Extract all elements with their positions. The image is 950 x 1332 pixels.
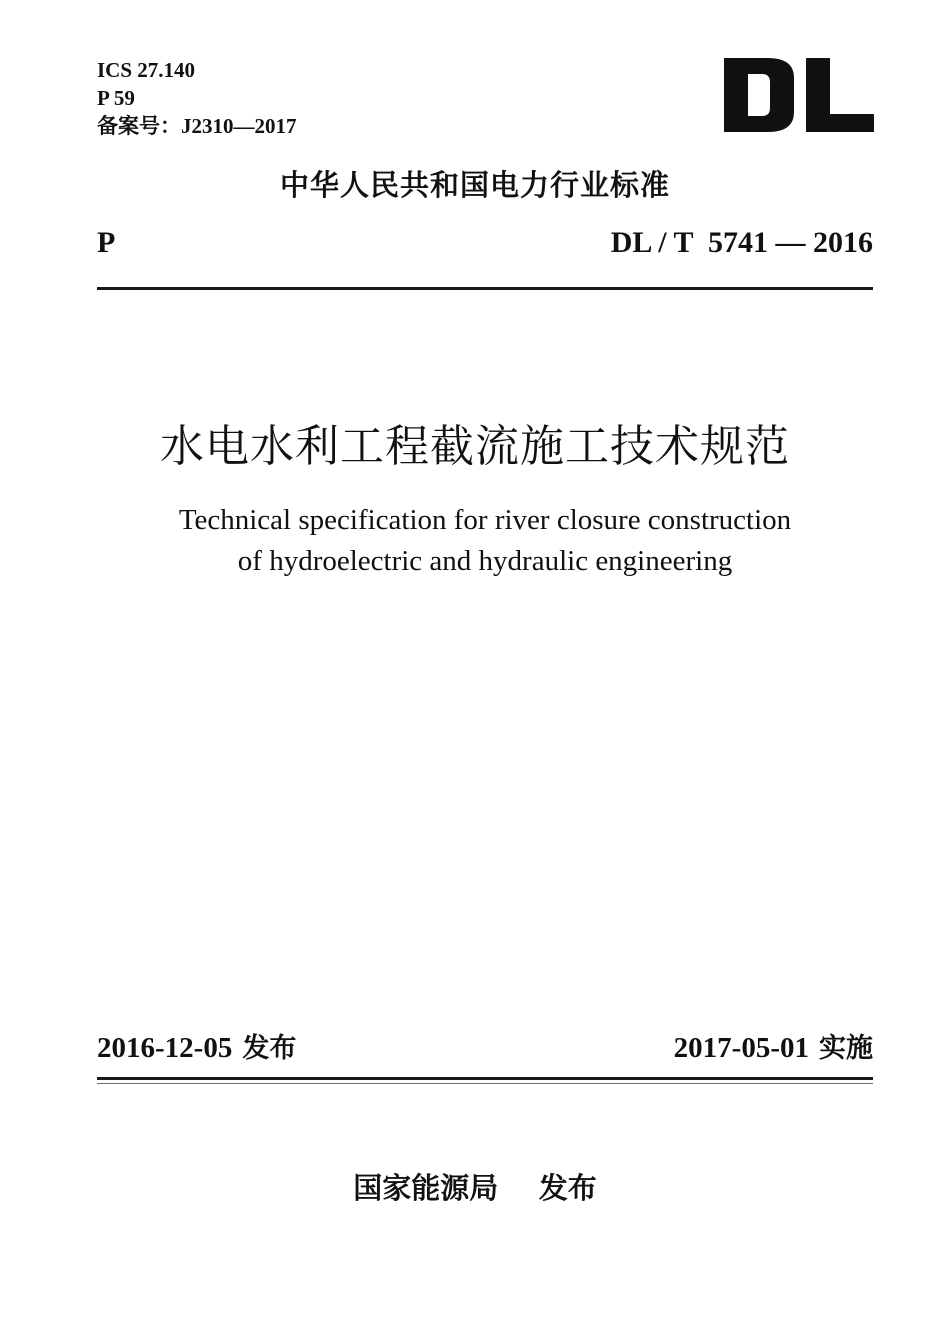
- effective-label: 实施: [819, 1033, 873, 1064]
- effective-date-block: [674, 1028, 873, 1069]
- title-english-line-2: of hydroelectric and hydraulic engineering: [237, 545, 733, 577]
- ics-code: ICS 27.140: [97, 58, 196, 82]
- ccs-code: P 59: [97, 86, 135, 110]
- issue-date-block: [97, 1028, 296, 1069]
- title-english-line-1: Technical specification for river closure construction: [178, 504, 792, 536]
- title-chinese: 水电水利工程截流施工技术规范: [160, 421, 790, 472]
- top-divider: [97, 287, 873, 290]
- issue-label: 发布: [242, 1033, 297, 1064]
- bottom-divider-thick: [97, 1077, 873, 1080]
- dl-logo: [722, 58, 874, 132]
- publisher-name: 国家能源局: [353, 1171, 499, 1205]
- filing-number: 备案号：J2310—2017: [97, 114, 297, 138]
- standard-category: 中华人民共和国电力行业标准: [279, 168, 670, 202]
- bottom-divider-thin: [97, 1083, 873, 1084]
- issue-date: 2016-12-05: [97, 1032, 233, 1064]
- standard-number: DL / T 5741 — 2016: [610, 226, 873, 259]
- classification-letter: P: [97, 226, 116, 259]
- publisher-action: 发布: [538, 1171, 597, 1205]
- effective-date: 2017-05-01: [673, 1032, 809, 1064]
- publisher-line: [0, 1168, 950, 1208]
